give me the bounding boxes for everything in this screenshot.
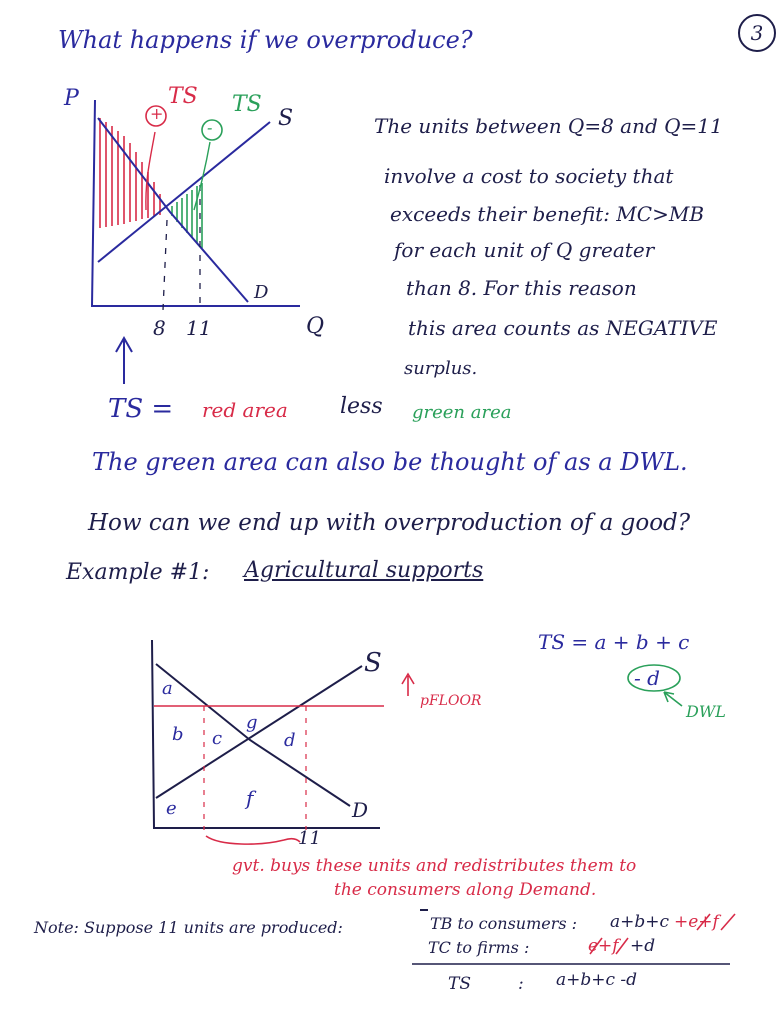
graph1-q-label: Q <box>306 314 325 339</box>
area-g-label: g <box>246 712 258 733</box>
ts-formula-line2: - d <box>634 666 660 690</box>
note-label: Note: Suppose 11 units are produced: <box>34 918 343 937</box>
explanation-line-7: surplus. <box>404 358 478 379</box>
supply-curve-2 <box>156 666 362 798</box>
note-tb-value: a+b+c <box>610 912 670 932</box>
area-f-label: f <box>246 786 254 810</box>
note-ts-label: TS <box>448 974 471 994</box>
area-a-label: a <box>162 678 173 699</box>
page-number: 3 <box>750 21 764 45</box>
dwl-sentence: The green area can also be thought of as a DWL. <box>92 448 688 476</box>
graph1-q11-label: 11 <box>186 316 212 340</box>
negative-ts-sign: - <box>207 118 213 137</box>
graph1-p-label: P <box>64 86 79 111</box>
explanation-line-1: The units between Q=8 and Q=11 <box>374 114 723 138</box>
explanation-line-6: this area counts as NEGATIVE <box>408 316 718 340</box>
explanation-line-3: exceeds their benefit: MC>MB <box>390 202 705 226</box>
explanation-line-5: than 8. For this reason <box>406 276 637 300</box>
note-ts-value: a+b+c -d <box>556 970 638 990</box>
gov-note-line1: gvt. buys these units and redistributes them to <box>232 856 637 876</box>
example-title: Agricultural supports <box>244 558 484 583</box>
negative-ts-label: TS <box>232 92 262 117</box>
ts-green-area: green area <box>412 402 512 423</box>
graph2-pfloor-label: pFLOOR <box>420 693 482 709</box>
note-tb-value-crossed: +e+f <box>674 912 719 932</box>
area-e-label: e <box>166 798 177 819</box>
gov-note-line2: the consumers along Demand. <box>334 880 597 900</box>
area-b-label: b <box>172 724 184 745</box>
graph2-s-label: S <box>364 648 382 678</box>
note-tb-label: TB to consumers : <box>430 914 578 933</box>
positive-ts-label: TS <box>168 84 198 109</box>
positive-ts-sign: + <box>150 104 164 123</box>
area-c-label: c <box>212 728 223 749</box>
ts-formula-line1: TS = a + b + c <box>538 630 690 654</box>
dwl-label: DWL <box>686 702 726 721</box>
explanation-line-4: for each unit of Q greater <box>394 238 655 262</box>
note-tc-label: TC to firms : <box>428 938 530 957</box>
ts-less: less <box>340 394 383 419</box>
note-tc-value: +d <box>630 936 656 956</box>
overproduction-question: How can we end up with overproduction of a good? <box>88 510 691 536</box>
ts-equals: TS = <box>108 394 174 424</box>
graph1-q8-label: 8 <box>153 316 166 340</box>
note-tc-value-crossed: e+f <box>588 936 619 956</box>
area-d-label: d <box>284 730 296 751</box>
note-ts-colon: : <box>518 974 524 994</box>
page-heading: What happens if we overproduce? <box>58 26 473 54</box>
graph1-s-label: S <box>278 106 294 131</box>
ts-red-area: red area <box>202 398 288 422</box>
graph1-d-label: D <box>254 282 269 303</box>
graph2-q11-label: 11 <box>298 828 321 849</box>
graph2-d-label: D <box>352 798 369 822</box>
example-label: Example #1: <box>66 560 210 585</box>
explanation-line-2: involve a cost to society that <box>384 164 674 188</box>
